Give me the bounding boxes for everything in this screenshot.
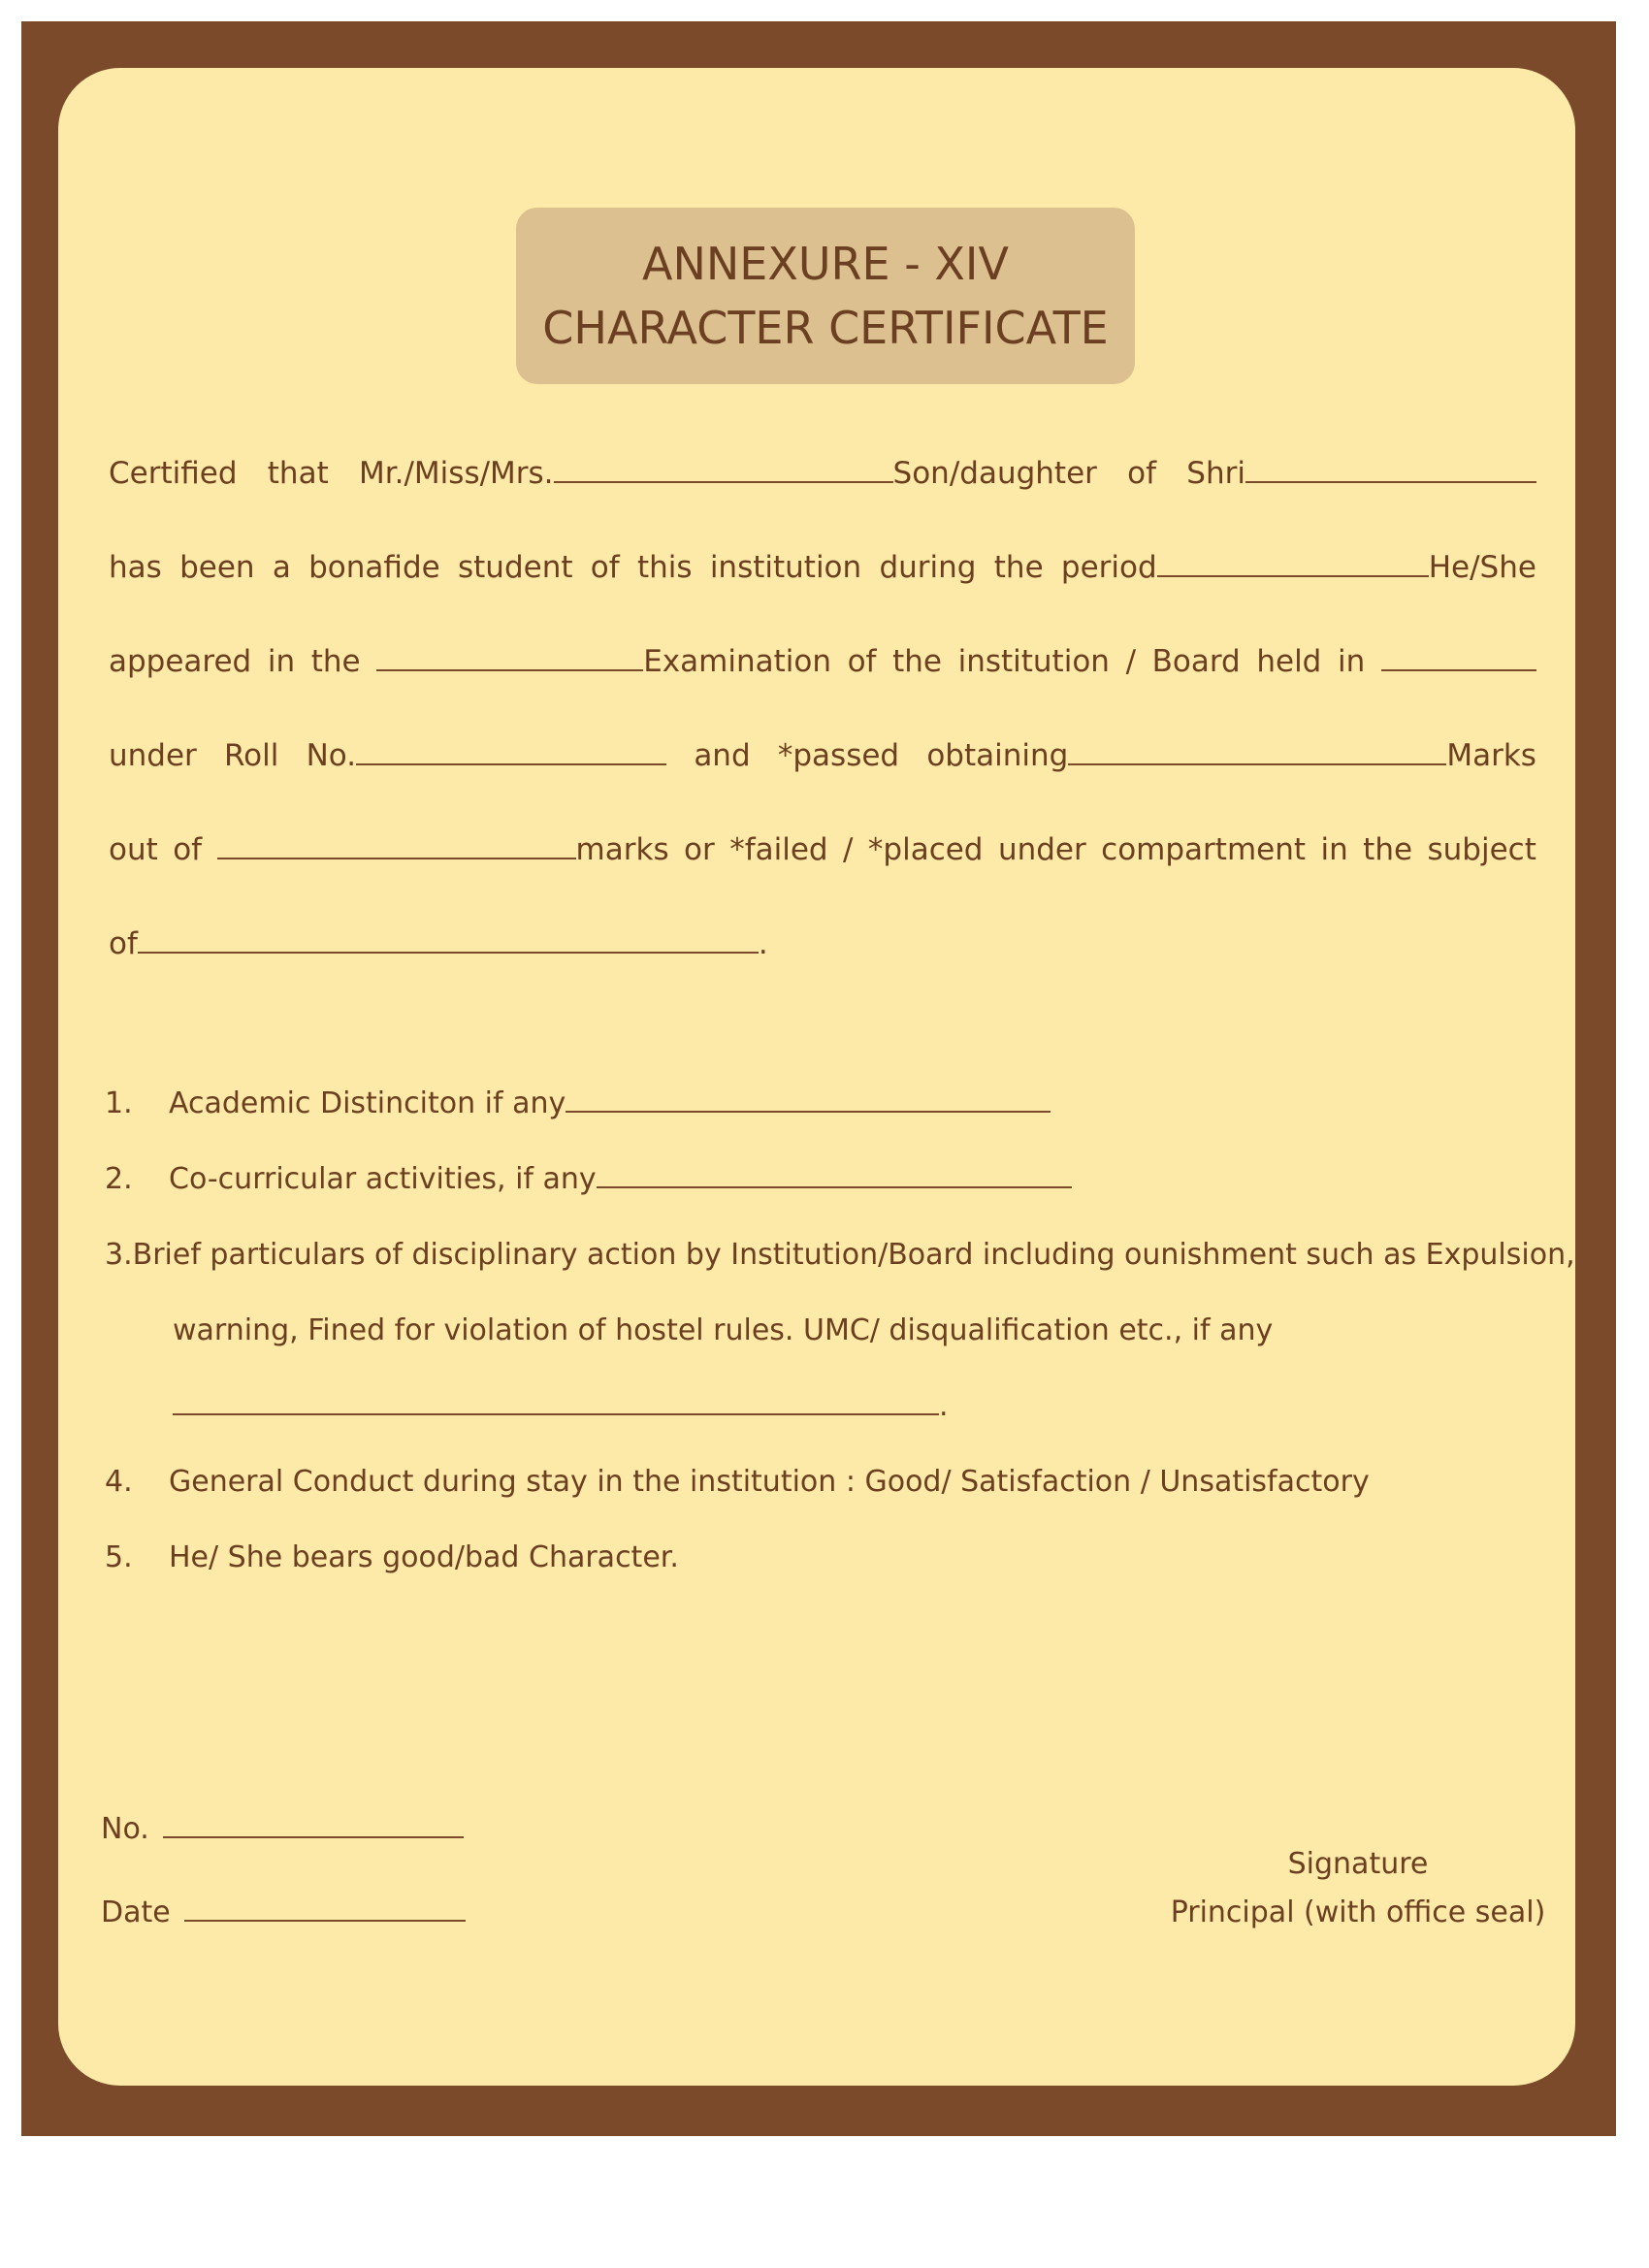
item-character	[105, 1540, 1540, 1616]
principal-label: Principal (with office seal)	[1170, 1895, 1546, 1929]
paragraph-line-6	[109, 926, 1536, 1021]
word: that	[267, 456, 329, 491]
co-curricular-blank	[597, 1163, 1072, 1188]
disciplinary-action-blank-line	[105, 1389, 1540, 1465]
item-number: 2.	[105, 1162, 133, 1196]
word-with-blank: Examination	[376, 644, 831, 679]
word: subject	[1427, 832, 1536, 867]
word: under	[109, 738, 197, 773]
paragraph-line-3	[109, 644, 1536, 738]
item-number: 3.	[105, 1238, 133, 1272]
word: the	[892, 644, 942, 679]
item-number: 4.	[105, 1465, 133, 1499]
word: of	[1127, 456, 1157, 491]
year-blank	[1381, 646, 1536, 671]
word: been	[179, 550, 255, 585]
item-co-curricular	[105, 1162, 1540, 1238]
paragraph-line-5	[109, 832, 1536, 926]
item-text: Academic Distinciton if any	[169, 1086, 566, 1120]
word: the	[1363, 832, 1413, 867]
number-blank	[163, 1813, 464, 1838]
father-name-blank	[1245, 458, 1536, 483]
period-blank	[1157, 552, 1429, 577]
title-box	[516, 208, 1135, 384]
word: of	[109, 926, 138, 961]
certificate-paragraph	[109, 456, 1536, 1021]
word: of	[173, 832, 203, 867]
word: the	[310, 644, 361, 679]
item-text: He/ She bears good/bad Character.	[169, 1540, 679, 1574]
word: compartment	[1101, 832, 1307, 867]
marks-obtained-blank	[1068, 740, 1446, 765]
item-number: 1.	[105, 1086, 133, 1120]
word: *failed	[729, 832, 828, 867]
word: *passed	[777, 738, 900, 773]
word-with-blank: period He/She	[1060, 550, 1536, 585]
word: in	[267, 644, 296, 679]
word: /	[1125, 644, 1137, 679]
word: appeared	[109, 644, 252, 679]
examination-blank	[376, 646, 643, 671]
item-text: .	[939, 1389, 949, 1423]
word: in	[1337, 644, 1366, 679]
word: out	[109, 832, 158, 867]
item-text: Brief particulars of disciplinary action by Institution/Board including ounishment such as Expulsion,	[132, 1238, 1575, 1272]
item-text: Co-curricular activities, if any	[169, 1162, 597, 1196]
word: student	[457, 550, 573, 585]
item-disciplinary-action-continued	[105, 1313, 1540, 1389]
word: institution	[957, 644, 1110, 679]
signature-label: Signature	[1287, 1847, 1429, 1881]
item-text: General Conduct during stay in the institution : Good/ Satisfaction / Unsatisfactory	[169, 1465, 1370, 1499]
paragraph-line-2	[109, 550, 1536, 644]
footer-left	[101, 1812, 466, 1979]
word: has	[109, 550, 162, 585]
paragraph-line-4	[109, 738, 1536, 832]
word: institution	[709, 550, 862, 585]
word: Board	[1151, 644, 1241, 679]
name-blank	[554, 458, 893, 483]
word: Certified	[109, 456, 238, 491]
item-text: warning, Fined for violation of hostel rules. UMC/ disqualification etc., if any	[173, 1313, 1274, 1347]
word: a	[272, 550, 291, 585]
word: /	[843, 832, 854, 867]
number-row	[101, 1812, 466, 1895]
date-blank	[184, 1896, 466, 1922]
number-label: No.	[101, 1812, 149, 1846]
date-label: Date	[101, 1895, 171, 1929]
paragraph-line-1	[109, 456, 1536, 550]
date-row	[101, 1895, 466, 1979]
word: in	[1320, 832, 1348, 867]
word: this	[636, 550, 693, 585]
academic-distinction-blank	[566, 1087, 1051, 1113]
word: Roll	[224, 738, 279, 773]
word: or	[684, 832, 715, 867]
word-with-blank: No.	[307, 738, 666, 773]
item-disciplinary-action	[105, 1238, 1575, 1313]
word-with-blank: marks	[217, 832, 669, 867]
signature-block	[1164, 1847, 1552, 1944]
certificate-title: CHARACTER CERTIFICATE	[542, 302, 1109, 354]
word: and	[694, 738, 751, 773]
item-general-conduct	[105, 1465, 1540, 1540]
word: .	[758, 926, 768, 961]
subject-blank	[138, 928, 759, 954]
total-marks-blank	[217, 834, 576, 859]
disciplinary-action-blank	[173, 1390, 939, 1415]
word: held	[1256, 644, 1322, 679]
word-with-blank: Mr./Miss/Mrs. Son/daughter	[358, 456, 1097, 491]
word: of	[847, 644, 877, 679]
item-number: 5.	[105, 1540, 133, 1574]
word: under	[997, 832, 1086, 867]
item-academic-distinction	[105, 1086, 1540, 1162]
word-with-blank: obtaining Marks	[926, 738, 1536, 773]
word-with-blank: Shri	[1186, 456, 1536, 491]
roll-no-blank	[356, 740, 666, 765]
certificate-items	[105, 1086, 1575, 1616]
word: during	[879, 550, 977, 585]
word: the	[993, 550, 1044, 585]
word: *placed	[867, 832, 984, 867]
word: of	[590, 550, 620, 585]
annexure-title: ANNEXURE - XIV	[642, 238, 1009, 290]
word: bonafide	[308, 550, 440, 585]
